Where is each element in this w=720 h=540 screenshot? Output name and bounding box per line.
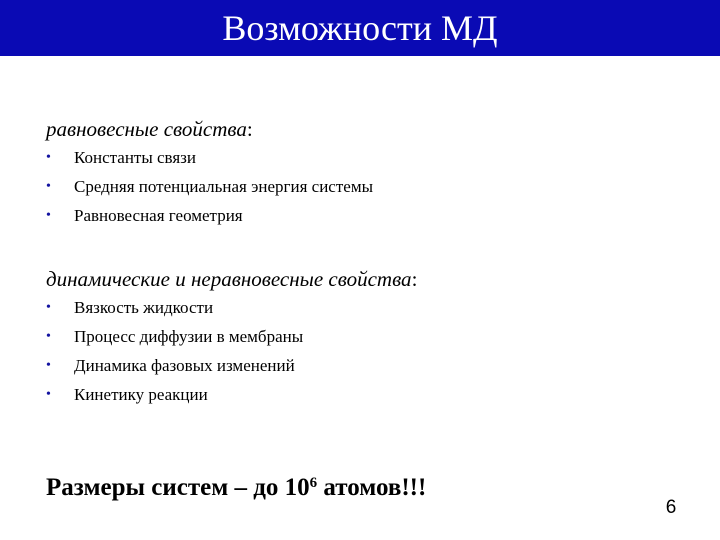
page-number: 6: [665, 497, 677, 518]
list-item: [44, 293, 303, 322]
list-item-text: Вязкость жидкости: [74, 298, 214, 317]
list-item: [44, 201, 373, 230]
list-item-text: Динамика фазовых изменений: [74, 356, 295, 375]
list-item: [44, 322, 303, 351]
bullet-icon: •: [46, 300, 51, 315]
statement-exponent: 6: [309, 474, 318, 491]
dynamic-list: [44, 293, 303, 409]
equilibrium-list: [44, 143, 373, 230]
list-item-text: Константы связи: [74, 148, 196, 167]
dynamic-heading-colon: :: [411, 267, 418, 291]
slide-title: Возможности МД: [222, 8, 498, 48]
bullet-icon: •: [46, 208, 51, 223]
bullet-icon: •: [46, 387, 51, 402]
dynamic-heading: [46, 266, 417, 292]
list-item: [44, 172, 373, 201]
bullet-icon: •: [46, 358, 51, 373]
statement-text-after: атомов!!!: [317, 474, 427, 501]
bullet-icon: •: [46, 150, 51, 165]
list-item-text: Процесс диффузии в мембраны: [74, 327, 304, 346]
system-size-statement: [46, 472, 426, 504]
list-item: [44, 351, 303, 380]
list-item: [44, 380, 303, 409]
list-item-text: Средняя потенциальная энергия системы: [74, 177, 374, 196]
equilibrium-heading-text: равновесные свойства: [46, 117, 247, 141]
dynamic-heading-text: динамические и неравновесные свойства: [46, 267, 412, 291]
list-item: [44, 143, 373, 172]
statement-text-before: Размеры систем – до 10: [46, 474, 310, 501]
bullet-icon: •: [46, 179, 51, 194]
equilibrium-heading: [46, 116, 253, 142]
equilibrium-heading-colon: :: [246, 117, 253, 141]
bullet-icon: •: [46, 329, 51, 344]
list-item-text: Равновесная геометрия: [74, 206, 243, 225]
list-item-text: Кинетику реакции: [74, 385, 208, 404]
